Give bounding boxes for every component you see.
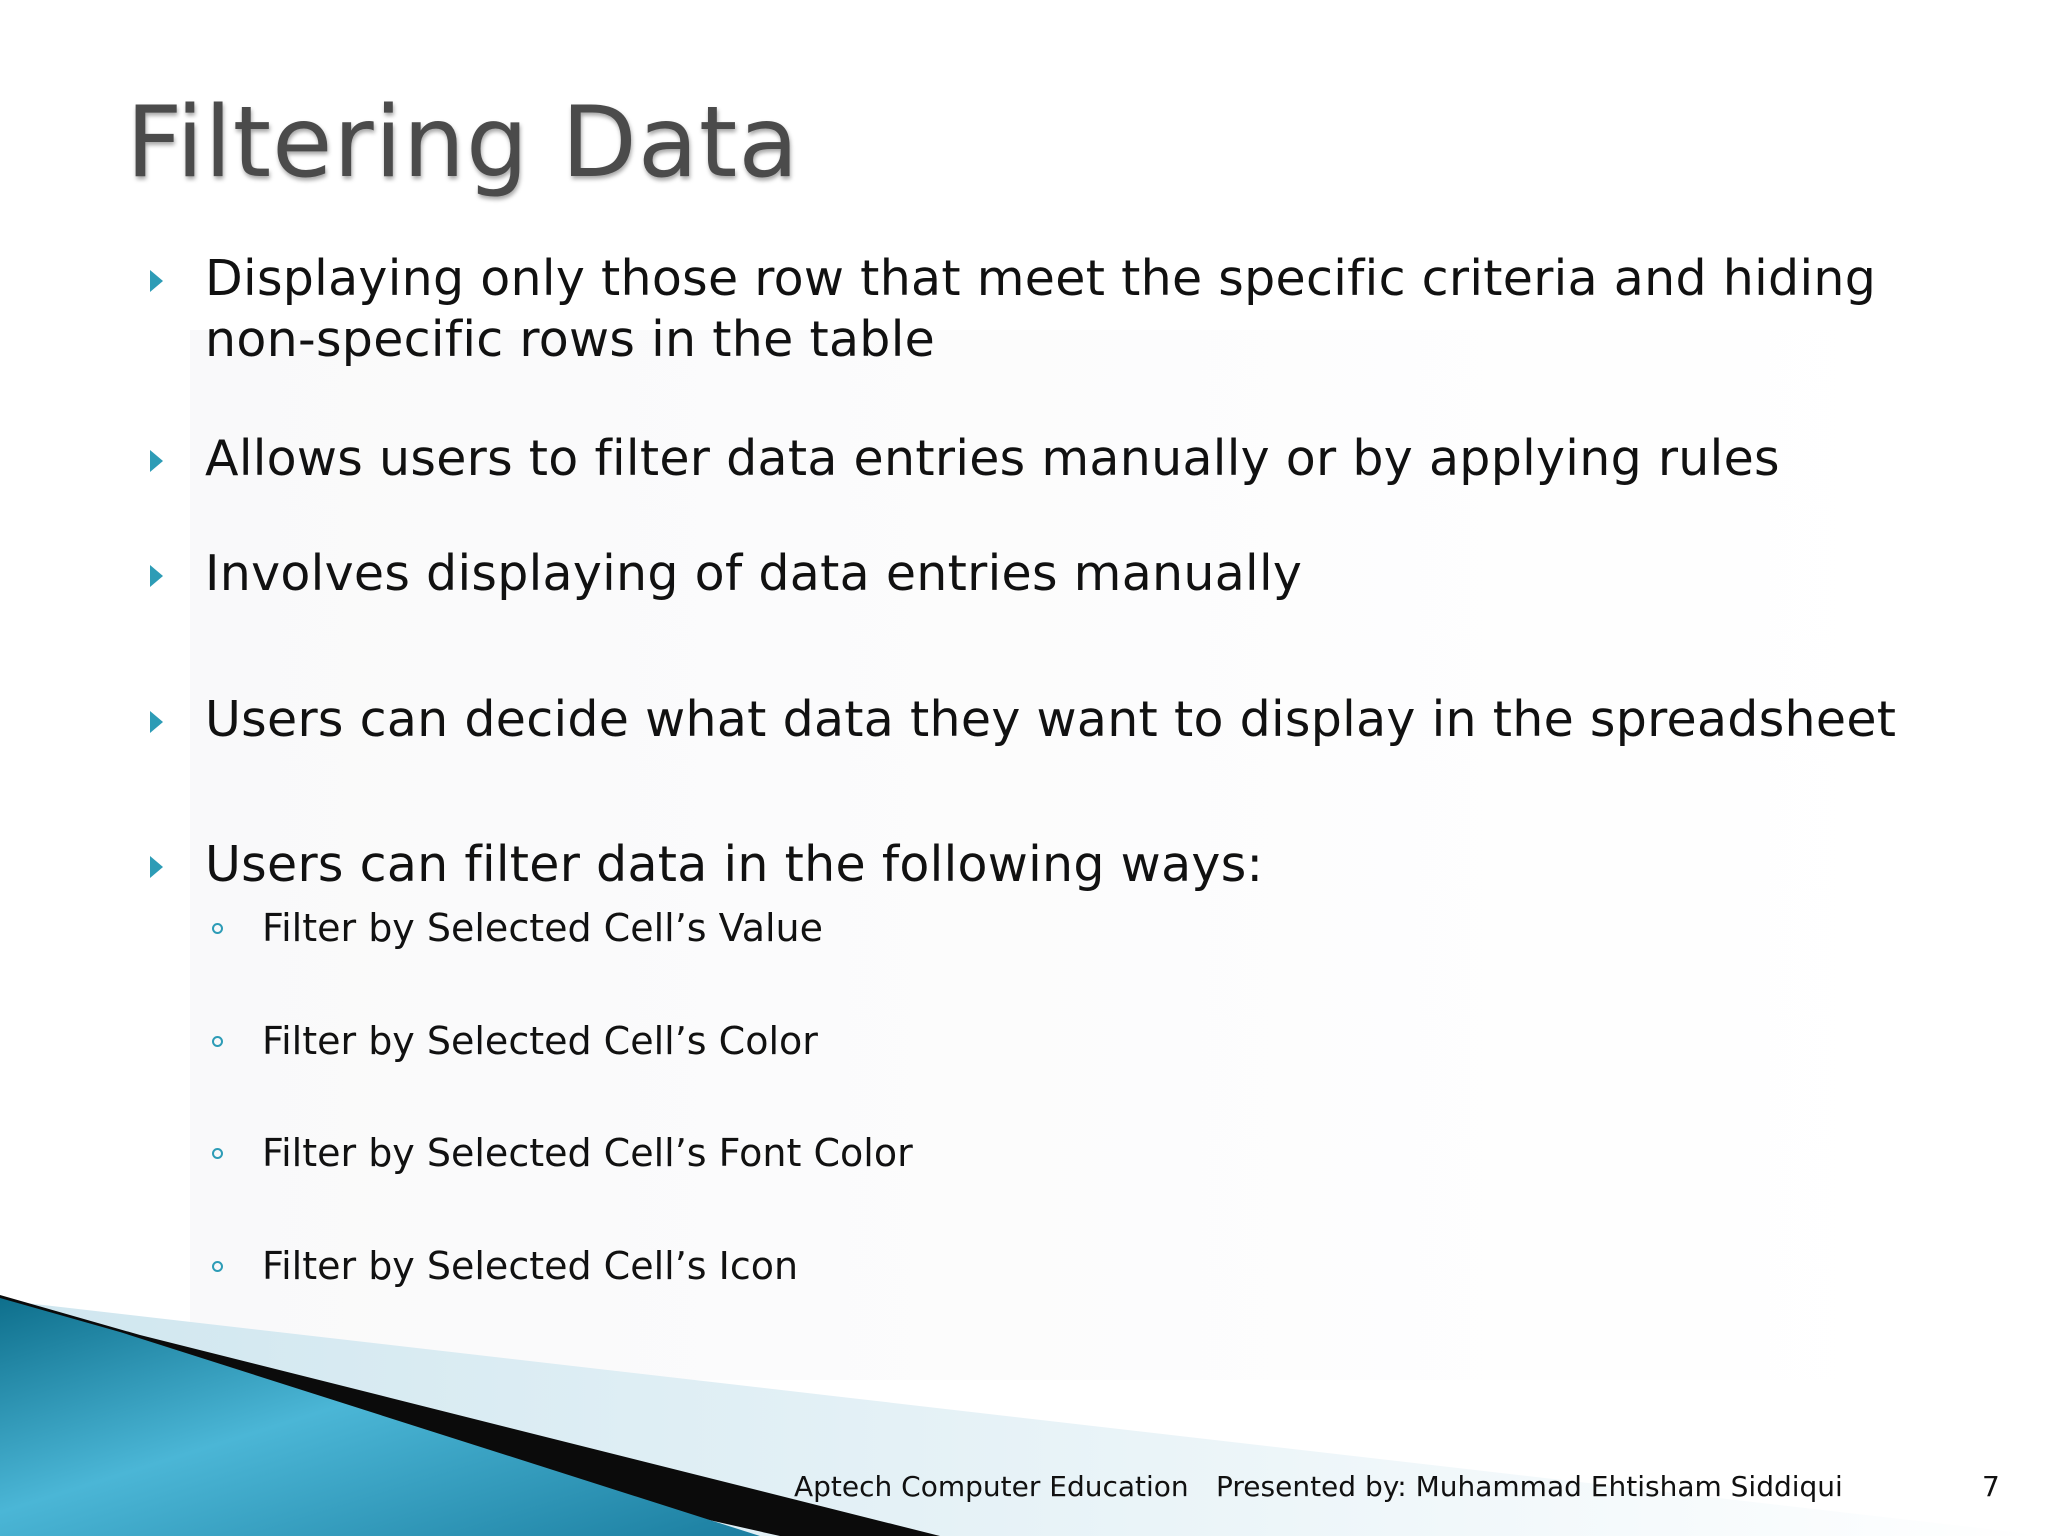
- footer-presenter: Presented by: Muhammad Ehtisham Siddiqui: [1216, 1470, 1843, 1503]
- bullet-text: Users can filter data in the following ways:: [205, 836, 1264, 893]
- triangle-bullet-icon: [150, 450, 163, 472]
- circle-bullet-icon: [212, 923, 223, 934]
- bullet-text: Users can decide what data they want to display in the spreadsheet: [205, 691, 1897, 748]
- triangle-bullet-icon: [150, 270, 163, 292]
- triangle-bullet-icon: [150, 565, 163, 587]
- sub-bullet-text: Filter by Selected Cell’s Value: [262, 906, 824, 950]
- sub-bullet-text: Filter by Selected Cell’s Color: [262, 1019, 818, 1063]
- bullet-text: Displaying only those row that meet the specific criteria and hiding non-specific rows in the table: [205, 250, 1877, 368]
- slide-number: 7: [1982, 1470, 2000, 1503]
- triangle-bullet-icon: [150, 856, 163, 878]
- triangle-bullet-icon: [150, 711, 163, 733]
- sub-bullet-text: Filter by Selected Cell’s Icon: [262, 1244, 799, 1288]
- sub-bullet-text: Filter by Selected Cell’s Font Color: [262, 1131, 913, 1175]
- slide-title: Filtering Data: [126, 86, 800, 200]
- footer-organization: Aptech Computer Education: [794, 1470, 1189, 1503]
- bullet-text: Involves displaying of data entries manually: [205, 545, 1303, 602]
- circle-bullet-icon: [212, 1036, 223, 1047]
- circle-bullet-icon: [212, 1148, 223, 1159]
- bullet-text: Allows users to filter data entries manually or by applying rules: [205, 430, 1780, 487]
- circle-bullet-icon: [212, 1261, 223, 1272]
